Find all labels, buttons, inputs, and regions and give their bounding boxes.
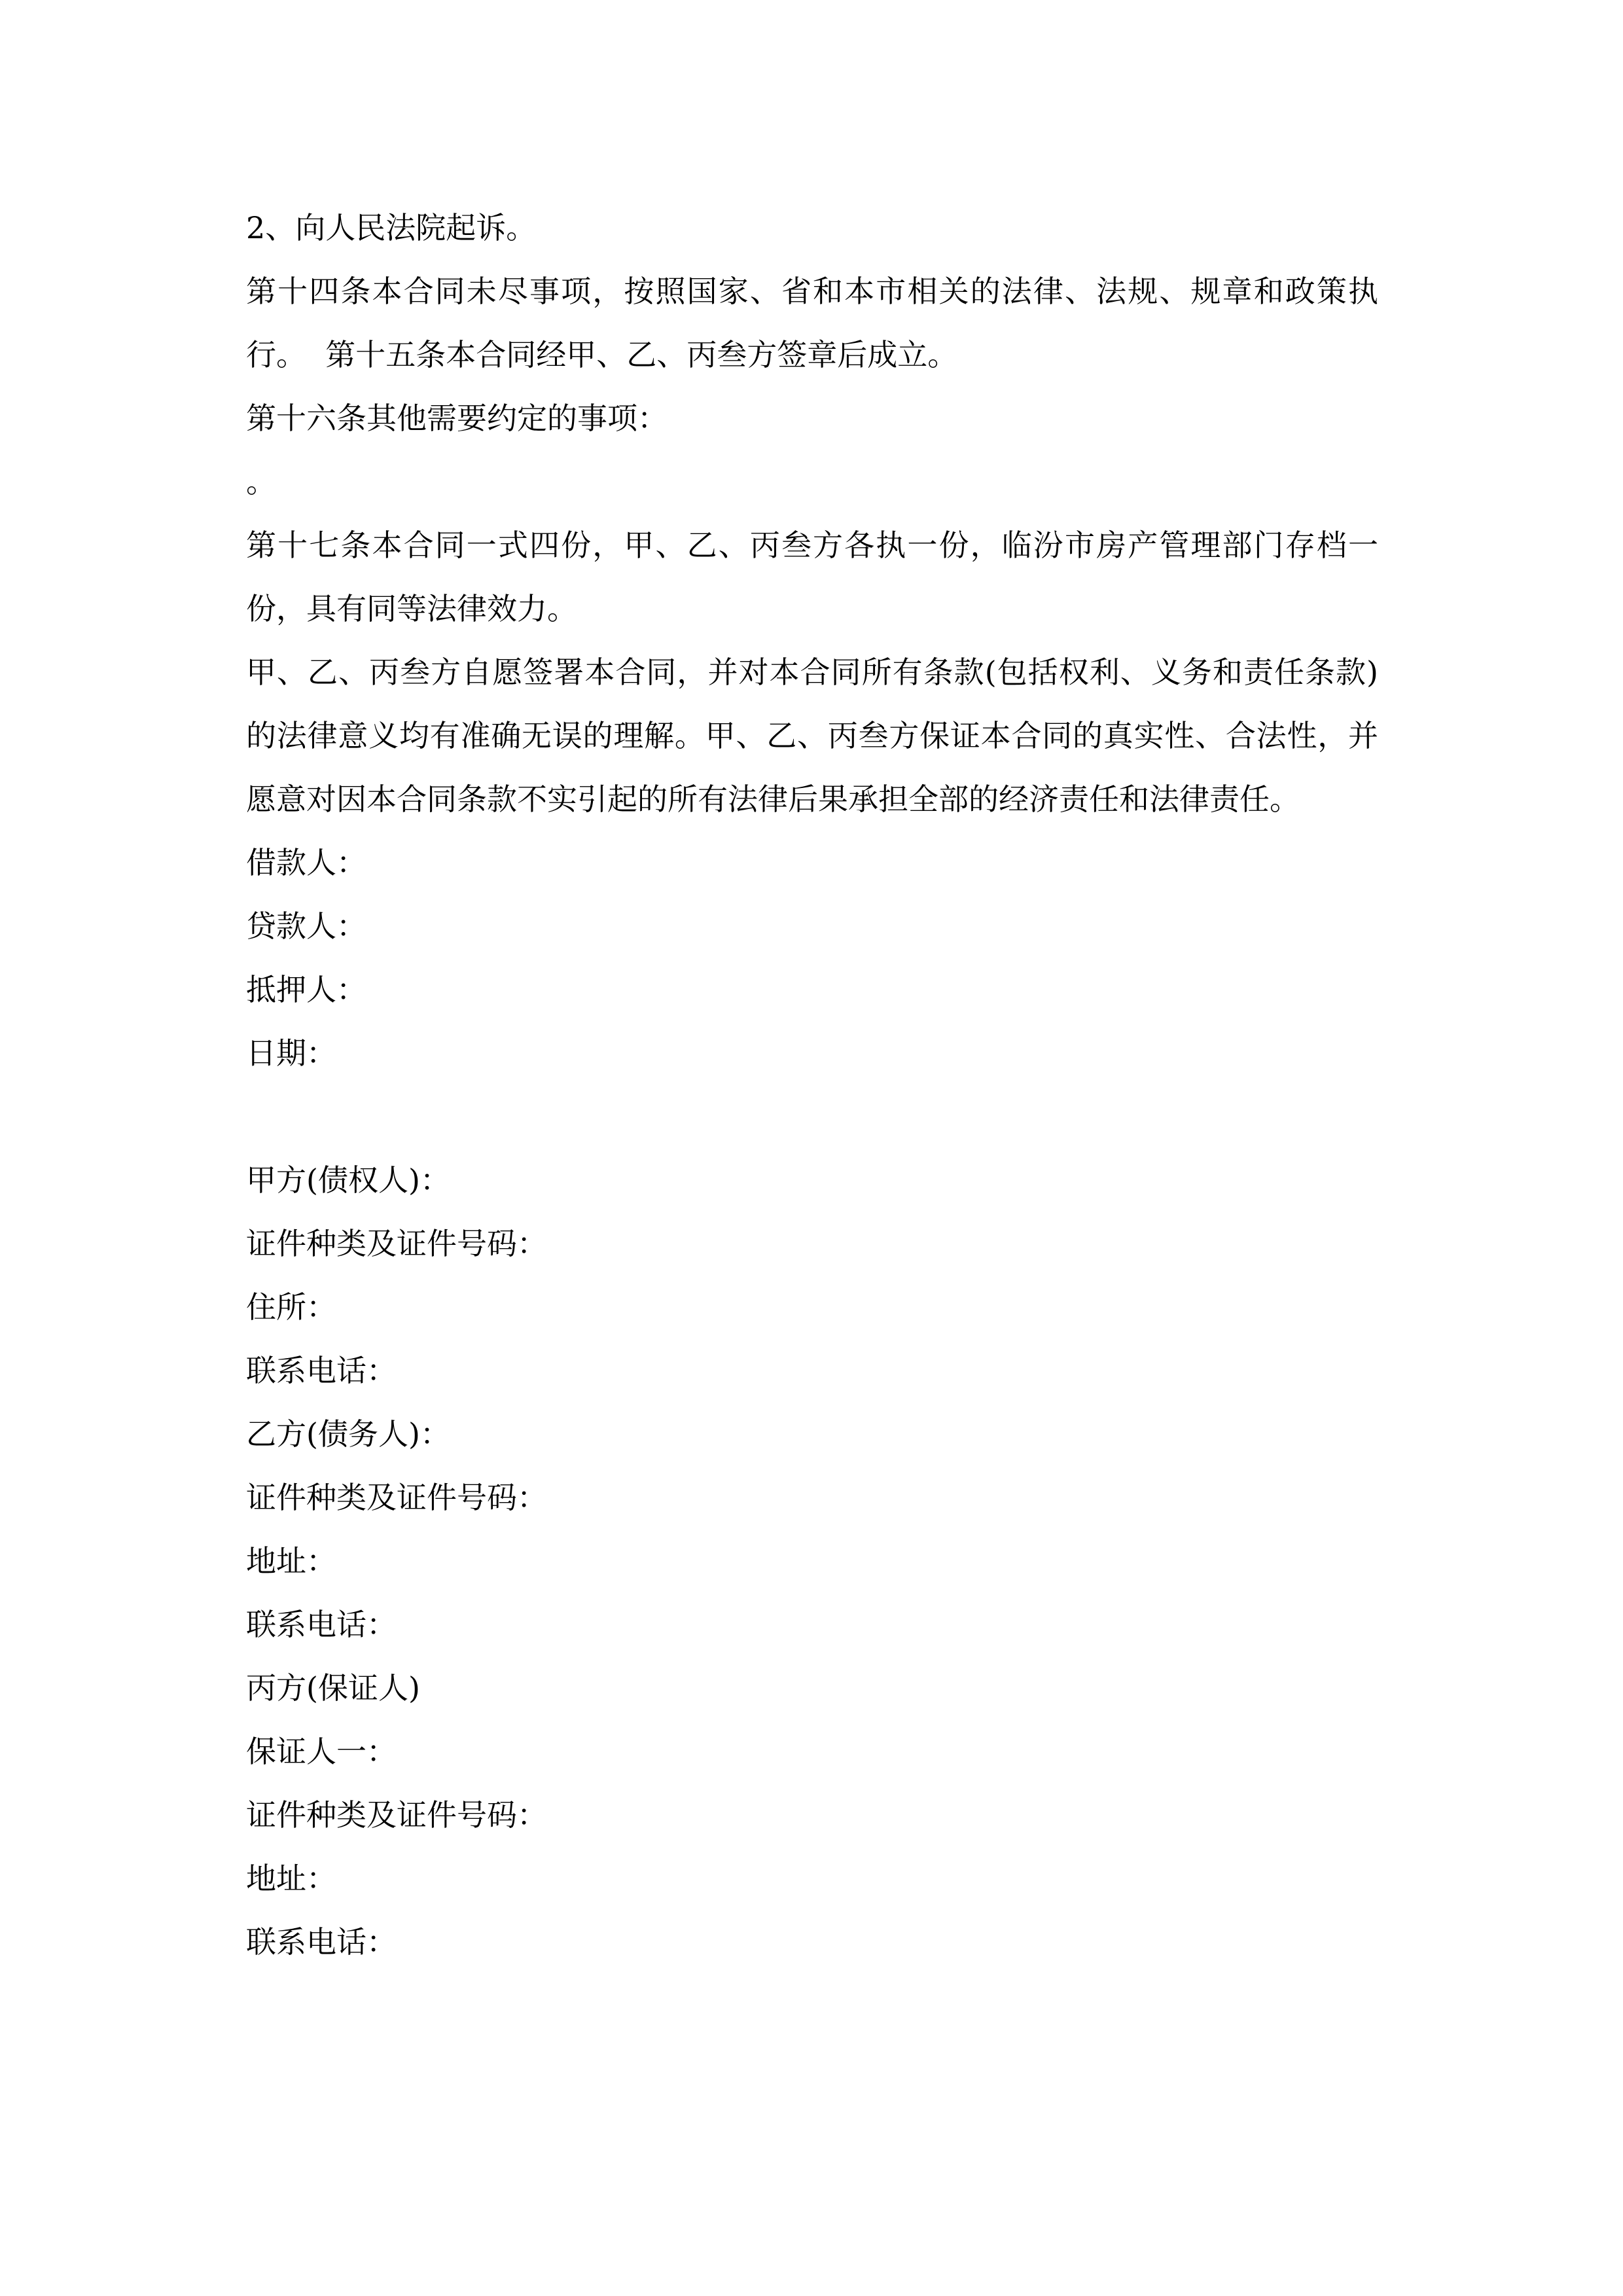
party-b-address-label: 地址： [246,1543,336,1579]
borrower-label: 借款人： [246,845,366,880]
document-page [246,196,1378,1974]
party-a-residence-label: 住所： [246,1289,336,1325]
party-c-label: 丙方(保证人) [246,1670,420,1706]
date-label: 日期： [246,1035,336,1071]
party-a-phone-label: 联系电话： [246,1353,397,1388]
party-b-phone-label: 联系电话： [246,1607,397,1642]
mortgagor-label: 抵押人： [246,972,366,1007]
party-a-id-label: 证件种类及证件号码： [246,1226,547,1261]
clause-fourteen-fifteen: 第十四条本合同未尽事项，按照国家、省和本市相关的法律、法规、规章和政策执行。 第十五条本合同经甲、乙、丙叁方签章后成立。 [246,274,1378,372]
party-b-id-label: 证件种类及证件号码： [246,1480,547,1515]
clause-seventeen: 第十七条本合同一式四份，甲、乙、丙叁方各执一份，临汾市房产管理部门存档一份，具有同等法律效力。 [246,528,1378,626]
clause-lawsuit: 2、向人民法院起诉。 [246,210,537,245]
guarantor-address-label: 地址： [246,1861,336,1896]
party-b-label: 乙方(债务人)： [246,1416,450,1452]
section-gap [246,1085,1378,1149]
party-a-label: 甲方(债权人)： [246,1162,450,1198]
guarantor-phone-label: 联系电话： [246,1924,397,1960]
guarantor-id-label: 证件种类及证件号码： [246,1797,547,1833]
lender-label: 贷款人： [246,908,366,944]
clause-declaration: 甲、乙、丙叁方自愿签署本合同，并对本合同所有条款(包括权利、义务和责任条款)的法律意义均有准确无误的理解。甲、乙、丙叁方保证本合同的真实性、合法性，并愿意对因本合同条款不实引起的所有法律后果承担全部的经济责任和法律责任。 [246,655,1378,817]
clause-sixteen-blank: 。 [246,464,276,499]
clause-sixteen: 第十六条其他需要约定的事项： [246,401,668,436]
guarantor-one-label: 保证人一： [246,1734,397,1769]
